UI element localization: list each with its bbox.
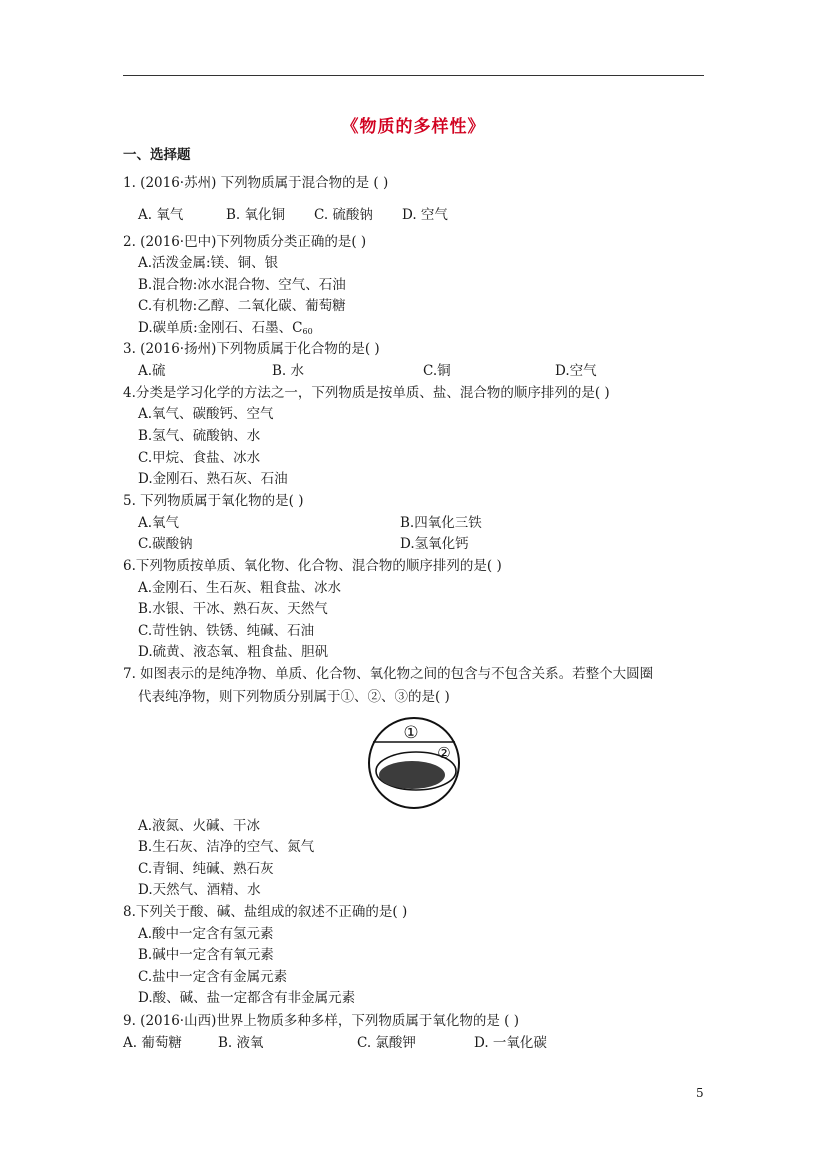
q2-option-d-text: D.碳单质:金刚石、石墨、C bbox=[138, 320, 303, 336]
q3-option-c: C.铜 bbox=[423, 363, 451, 379]
question-7-stem-line2: 代表纯净物，则下列物质分别属于①、②、③的是( ) bbox=[138, 689, 450, 705]
q8-option-d: D.酸、碱、盐一定都含有非金属元素 bbox=[138, 990, 356, 1006]
q7-option-d: D.天然气、酒精、水 bbox=[138, 882, 261, 898]
q8-option-b: B.碱中一定含有氧元素 bbox=[138, 947, 274, 963]
q7-option-a: A.液氮、火碱、干冰 bbox=[138, 818, 261, 834]
q5-option-c: C.碳酸钠 bbox=[138, 536, 193, 552]
header-rule bbox=[123, 75, 704, 76]
label-circle-1: ① bbox=[403, 723, 419, 743]
q9-option-a: A. 葡萄糖 bbox=[123, 1035, 182, 1051]
page-number: 5 bbox=[696, 1086, 704, 1100]
q4-option-c: C.甲烷、食盐、冰水 bbox=[138, 450, 261, 466]
q8-option-a: A.酸中一定含有氢元素 bbox=[138, 926, 274, 942]
q7-option-c: C.青铜、纯碱、熟石灰 bbox=[138, 861, 274, 877]
q2-option-c: C.有机物:乙醇、二氧化碳、葡萄糖 bbox=[138, 298, 346, 314]
q9-option-c: C. 氯酸钾 bbox=[357, 1035, 416, 1051]
q3-option-a: A.硫 bbox=[138, 363, 166, 379]
section-heading: 一、选择题 bbox=[123, 147, 191, 163]
q2-option-a: A.活泼金属:镁、铜、银 bbox=[138, 255, 279, 271]
q7-option-b: B.生石灰、洁净的空气、氮气 bbox=[138, 839, 315, 855]
set-relationship-diagram bbox=[367, 716, 461, 810]
question-5-stem: 5. 下列物质属于氧化物的是( ) bbox=[123, 493, 304, 509]
q9-option-b: B. 液氧 bbox=[218, 1035, 264, 1051]
question-4-stem: 4.分类是学习化学的方法之一，下列物质是按单质、盐、混合物的顺序排列的是( ) bbox=[123, 385, 610, 401]
q1-option-b: B. 氧化铜 bbox=[226, 207, 286, 223]
q2-option-b: B.混合物:冰水混合物、空气、石油 bbox=[138, 277, 346, 293]
question-2-stem: 2. (2016·巴中)下列物质分类正确的是( ) bbox=[123, 234, 367, 250]
question-8-stem: 8.下列关于酸、碱、盐组成的叙述不正确的是( ) bbox=[123, 904, 408, 920]
q5-option-b: B.四氧化三铁 bbox=[400, 515, 482, 531]
question-6-stem: 6.下列物质按单质、氧化物、化合物、混合物的顺序排列的是( ) bbox=[123, 558, 502, 574]
q4-option-a: A.氧气、碳酸钙、空气 bbox=[138, 406, 274, 422]
q3-option-b: B. 水 bbox=[272, 363, 305, 379]
question-3-stem: 3. (2016·扬州)下列物质属于化合物的是( ) bbox=[123, 341, 380, 357]
question-7-stem-line1: 7. 如图表示的是纯净物、单质、化合物、氧化物之间的包含与不包含关系。若整个大圆圈 bbox=[123, 666, 654, 682]
q9-option-d: D. 一氧化碳 bbox=[474, 1035, 547, 1051]
label-circle-2: ② bbox=[437, 744, 451, 762]
q1-option-a: A. 氧气 bbox=[138, 207, 184, 223]
q3-option-d: D.空气 bbox=[555, 363, 597, 379]
q4-option-b: B.氢气、硫酸钠、水 bbox=[138, 428, 261, 444]
q6-option-a: A.金刚石、生石灰、粗食盐、冰水 bbox=[138, 580, 342, 596]
q8-option-c: C.盐中一定含有金属元素 bbox=[138, 969, 288, 985]
q6-option-d: D.硫黄、液态氧、粗食盐、胆矾 bbox=[138, 644, 329, 660]
q5-option-d: D.氢氧化钙 bbox=[400, 536, 469, 552]
page-title: 《物质的多样性》 bbox=[341, 117, 486, 137]
question-9-stem: 9. (2016·山西)世界上物质多种多样，下列物质属于氧化物的是 ( ) bbox=[123, 1013, 519, 1029]
q4-option-d: D.金刚石、熟石灰、石油 bbox=[138, 471, 288, 487]
filled-ellipse bbox=[379, 761, 445, 789]
q5-option-a: A.氧气 bbox=[138, 515, 180, 531]
q1-option-d: D. 空气 bbox=[402, 207, 448, 223]
q6-option-c: C.苛性钠、铁锈、纯碱、石油 bbox=[138, 623, 315, 639]
q1-option-c: C. 硫酸钠 bbox=[314, 207, 373, 223]
question-1-stem: 1. (2016·苏州) 下列物质属于混合物的是 ( ) bbox=[123, 175, 389, 191]
q2-option-d bbox=[138, 319, 313, 341]
q6-option-b: B.水银、干冰、熟石灰、天然气 bbox=[138, 601, 328, 617]
q2-option-d-subscript: 60 bbox=[302, 327, 313, 336]
